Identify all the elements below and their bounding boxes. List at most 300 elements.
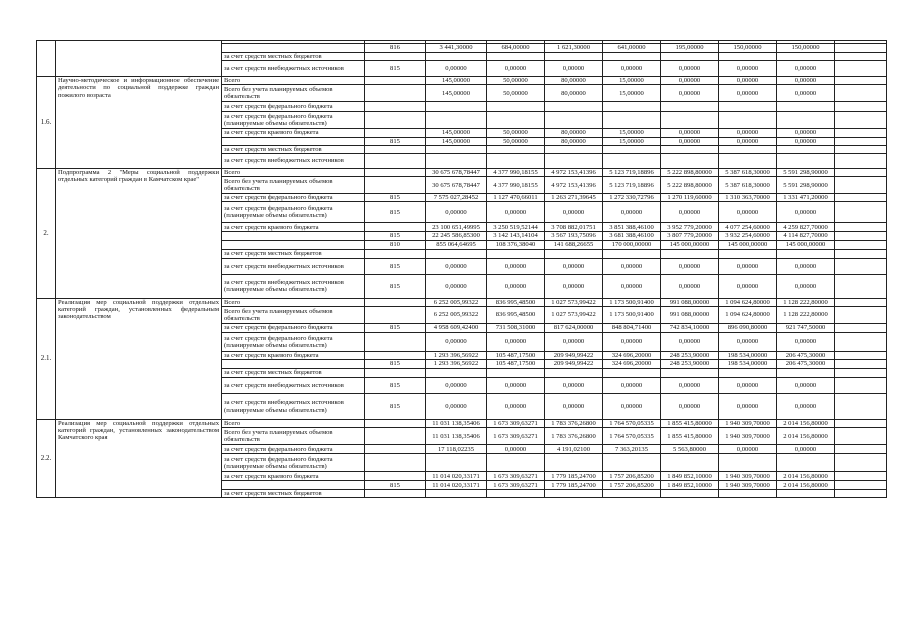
amount-cell: 0,00000 <box>661 394 719 420</box>
amount-cell: 170 000,00000 <box>603 240 661 249</box>
amount-cell: 0,00000 <box>487 258 545 274</box>
budget-code: 815 <box>365 232 426 240</box>
amount-cell: 731 508,31000 <box>487 323 545 332</box>
funding-source <box>222 481 365 490</box>
funding-source <box>222 232 365 240</box>
funding-source: за счет средств местных бюджетов <box>222 145 365 153</box>
amount-cell: 5 387 618,30000 <box>719 177 777 194</box>
budget-code: 815 <box>365 323 426 332</box>
amount-cell: 248 253,90000 <box>661 351 719 359</box>
table-row <box>37 77 887 85</box>
amount-cell: 3 807 779,20000 <box>661 232 719 240</box>
extra-cell <box>835 177 887 194</box>
budget-code <box>365 112 426 129</box>
budget-code <box>365 169 426 177</box>
amount-cell <box>487 369 545 378</box>
amount-cell: 1 764 570,05335 <box>603 420 661 428</box>
extra-cell <box>835 129 887 137</box>
amount-cell <box>545 249 603 258</box>
funding-source: за счет средств федерального бюджета <box>222 102 365 112</box>
amount-cell <box>487 112 545 129</box>
amount-cell: 80,00000 <box>545 129 603 137</box>
amount-cell: 0,00000 <box>603 274 661 298</box>
amount-cell: 206 475,30000 <box>777 351 835 359</box>
budget-code <box>365 53 426 61</box>
extra-cell <box>835 154 887 169</box>
amount-cell <box>603 145 661 153</box>
budget-code: 815 <box>365 258 426 274</box>
extra-cell <box>835 137 887 145</box>
amount-cell: 0,00000 <box>719 258 777 274</box>
amount-cell: 145,00000 <box>426 77 487 85</box>
amount-cell: 836 995,48500 <box>487 306 545 323</box>
amount-cell <box>426 490 487 498</box>
amount-cell <box>777 490 835 498</box>
section-name: Подпрограмма 2 "Меры социальной поддержки отдельных категорий граждан в Камчатском крае" <box>56 169 222 299</box>
extra-cell <box>835 306 887 323</box>
amount-cell: 0,00000 <box>545 61 603 77</box>
amount-cell <box>603 102 661 112</box>
amount-cell <box>603 249 661 258</box>
amount-cell <box>603 53 661 61</box>
amount-cell: 0,00000 <box>426 61 487 77</box>
section-number: 2. <box>37 169 56 299</box>
amount-cell: 2 014 156,80000 <box>777 472 835 481</box>
amount-cell: 0,00000 <box>661 274 719 298</box>
amount-cell: 817 624,00000 <box>545 323 603 332</box>
amount-cell <box>426 249 487 258</box>
amount-cell: 0,00000 <box>487 202 545 223</box>
budget-code <box>365 85 426 102</box>
amount-cell: 1 270 119,60000 <box>661 194 719 202</box>
amount-cell: 206 475,30000 <box>777 360 835 369</box>
amount-cell: 1 757 206,85200 <box>603 472 661 481</box>
amount-cell: 324 696,20000 <box>603 351 661 359</box>
amount-cell: 30 675 678,78447 <box>426 177 487 194</box>
amount-cell <box>661 112 719 129</box>
amount-cell <box>487 154 545 169</box>
funding-source: за счет средств краевого бюджета <box>222 223 365 232</box>
amount-cell: 1 779 185,24700 <box>545 481 603 490</box>
extra-cell <box>835 490 887 498</box>
extra-cell <box>835 481 887 490</box>
amount-cell: 1 940 309,70000 <box>719 481 777 490</box>
amount-cell: 0,00000 <box>426 378 487 394</box>
amount-cell: 1 128 222,80000 <box>777 306 835 323</box>
amount-cell <box>719 490 777 498</box>
amount-cell: 5 591 298,90000 <box>777 169 835 177</box>
amount-cell: 3 567 193,75096 <box>545 232 603 240</box>
budget-code: 815 <box>365 360 426 369</box>
extra-cell <box>835 378 887 394</box>
amount-cell: 0,00000 <box>719 202 777 223</box>
amount-cell: 641,00000 <box>603 44 661 53</box>
amount-cell <box>487 490 545 498</box>
amount-cell: 145 000,00000 <box>719 240 777 249</box>
amount-cell <box>426 102 487 112</box>
amount-cell: 0,00000 <box>719 332 777 351</box>
amount-cell <box>719 112 777 129</box>
extra-cell <box>835 169 887 177</box>
funding-source: Всего без учета планируемых объемов обязательств <box>222 306 365 323</box>
table-row <box>37 420 887 428</box>
budget-code <box>365 428 426 445</box>
funding-source: за счет средств внебюджетных источников (планируемые объемы обязательств) <box>222 274 365 298</box>
amount-cell <box>603 369 661 378</box>
budget-code <box>365 154 426 169</box>
amount-cell: 855 064,64695 <box>426 240 487 249</box>
amount-cell: 1 027 573,99422 <box>545 306 603 323</box>
amount-cell <box>777 454 835 472</box>
amount-cell <box>661 249 719 258</box>
amount-cell: 1 094 624,80000 <box>719 306 777 323</box>
amount-cell: 1 940 309,70000 <box>719 428 777 445</box>
amount-cell: 11 031 138,35406 <box>426 428 487 445</box>
amount-cell: 0,00000 <box>426 394 487 420</box>
budget-code <box>365 77 426 85</box>
budget-code <box>365 129 426 137</box>
amount-cell: 0,00000 <box>426 332 487 351</box>
funding-source: за счет средств краевого бюджета <box>222 129 365 137</box>
amount-cell: 0,00000 <box>777 202 835 223</box>
amount-cell: 0,00000 <box>426 274 487 298</box>
funding-source: за счет средств местных бюджетов <box>222 369 365 378</box>
amount-cell: 3 250 519,52144 <box>487 223 545 232</box>
amount-cell: 0,00000 <box>661 258 719 274</box>
funding-source: Всего <box>222 77 365 85</box>
budget-code: 815 <box>365 394 426 420</box>
extra-cell <box>835 85 887 102</box>
amount-cell <box>777 369 835 378</box>
amount-cell: 4 377 990,18155 <box>487 177 545 194</box>
amount-cell: 0,00000 <box>777 445 835 454</box>
amount-cell: 5 591 298,90000 <box>777 177 835 194</box>
amount-cell <box>661 490 719 498</box>
amount-cell: 2 014 156,80000 <box>777 428 835 445</box>
amount-cell: 1 783 376,26800 <box>545 420 603 428</box>
amount-cell: 248 253,90000 <box>661 360 719 369</box>
section-number: 2.1. <box>37 298 56 419</box>
funding-source: за счет средств федерального бюджета <box>222 194 365 202</box>
amount-cell: 0,00000 <box>719 129 777 137</box>
extra-cell <box>835 394 887 420</box>
amount-cell: 0,00000 <box>777 85 835 102</box>
funding-source: Всего без учета планируемых объемов обязательств <box>222 428 365 445</box>
amount-cell <box>426 112 487 129</box>
budget-code: 815 <box>365 274 426 298</box>
budget-code: 815 <box>365 137 426 145</box>
funding-source: Всего <box>222 298 365 306</box>
amount-cell <box>603 154 661 169</box>
budget-code: 810 <box>365 240 426 249</box>
amount-cell: 0,00000 <box>487 378 545 394</box>
amount-cell: 145 000,00000 <box>661 240 719 249</box>
budget-code <box>365 472 426 481</box>
amount-cell: 0,00000 <box>777 394 835 420</box>
amount-cell: 1 940 309,70000 <box>719 420 777 428</box>
extra-cell <box>835 351 887 359</box>
amount-cell: 6 252 005,99322 <box>426 298 487 306</box>
amount-cell <box>426 53 487 61</box>
amount-cell: 1 272 330,72796 <box>603 194 661 202</box>
budget-code: 815 <box>365 202 426 223</box>
amount-cell: 836 995,48500 <box>487 298 545 306</box>
extra-cell <box>835 240 887 249</box>
amount-cell: 684,00000 <box>487 44 545 53</box>
amount-cell: 1 310 363,70000 <box>719 194 777 202</box>
amount-cell: 3 932 254,60000 <box>719 232 777 240</box>
funding-source: за счет средств федерального бюджета (планируемые объемы обязательств) <box>222 202 365 223</box>
amount-cell: 0,00000 <box>777 61 835 77</box>
funding-source: Всего без учета планируемых объемов обязательств <box>222 85 365 102</box>
funding-source: за счет средств внебюджетных источников <box>222 61 365 77</box>
extra-cell <box>835 360 887 369</box>
amount-cell: 324 696,20000 <box>603 360 661 369</box>
amount-cell: 0,00000 <box>661 129 719 137</box>
amount-cell: 0,00000 <box>719 394 777 420</box>
section-name <box>56 41 222 77</box>
budget-code <box>365 298 426 306</box>
amount-cell: 80,00000 <box>545 77 603 85</box>
section-name: Реализация мер социальной поддержки отдельных категорий граждан, установленных законодательством Камчатского края <box>56 420 222 498</box>
amount-cell: 0,00000 <box>661 77 719 85</box>
amount-cell <box>661 369 719 378</box>
amount-cell: 0,00000 <box>661 202 719 223</box>
table-row <box>37 298 887 306</box>
amount-cell <box>777 53 835 61</box>
amount-cell: 4 259 827,70000 <box>777 223 835 232</box>
budget-code <box>365 369 426 378</box>
amount-cell <box>487 249 545 258</box>
amount-cell <box>719 145 777 153</box>
amount-cell: 0,00000 <box>487 394 545 420</box>
extra-cell <box>835 202 887 223</box>
amount-cell: 141 688,26655 <box>545 240 603 249</box>
amount-cell: 3 681 388,46100 <box>603 232 661 240</box>
amount-cell: 209 949,99422 <box>545 351 603 359</box>
amount-cell: 50,00000 <box>487 85 545 102</box>
budget-code: 815 <box>365 378 426 394</box>
amount-cell: 4 077 254,60000 <box>719 223 777 232</box>
amount-cell: 80,00000 <box>545 137 603 145</box>
amount-cell <box>719 454 777 472</box>
amount-cell: 921 747,50000 <box>777 323 835 332</box>
extra-cell <box>835 445 887 454</box>
funding-source: за счет средств краевого бюджета <box>222 351 365 359</box>
amount-cell: 1 263 271,39645 <box>545 194 603 202</box>
amount-cell <box>426 369 487 378</box>
funding-source: за счет средств внебюджетных источников <box>222 378 365 394</box>
amount-cell: 991 088,00000 <box>661 306 719 323</box>
extra-cell <box>835 274 887 298</box>
amount-cell: 5 563,80000 <box>661 445 719 454</box>
amount-cell: 1 757 206,85200 <box>603 481 661 490</box>
section-name: Научно-методическое и информационное обеспечение деятельности по социальной поддержке граждан пожилого возраста <box>56 77 222 169</box>
amount-cell: 1 673 309,63271 <box>487 420 545 428</box>
extra-cell <box>835 454 887 472</box>
budget-code <box>365 420 426 428</box>
amount-cell: 991 088,00000 <box>661 298 719 306</box>
budget-code <box>365 306 426 323</box>
amount-cell <box>661 53 719 61</box>
extra-cell <box>835 323 887 332</box>
amount-cell: 4 114 827,70000 <box>777 232 835 240</box>
amount-cell: 209 949,99422 <box>545 360 603 369</box>
amount-cell: 5 387 618,30000 <box>719 169 777 177</box>
amount-cell <box>545 369 603 378</box>
extra-cell <box>835 232 887 240</box>
budget-code <box>365 145 426 153</box>
extra-cell <box>835 472 887 481</box>
amount-cell: 1 940 309,70000 <box>719 472 777 481</box>
amount-cell: 4 972 153,41396 <box>545 177 603 194</box>
table-row <box>37 169 887 177</box>
budget-code <box>365 445 426 454</box>
amount-cell <box>545 145 603 153</box>
amount-cell <box>545 53 603 61</box>
funding-source: за счет средств внебюджетных источников <box>222 258 365 274</box>
budget-code <box>365 332 426 351</box>
funding-source: за счет средств федерального бюджета (планируемые объемы обязательств) <box>222 112 365 129</box>
amount-cell: 0,00000 <box>719 61 777 77</box>
amount-cell: 0,00000 <box>777 258 835 274</box>
budget-table <box>36 40 887 498</box>
amount-cell: 2 014 156,80000 <box>777 481 835 490</box>
amount-cell <box>603 112 661 129</box>
extra-cell <box>835 61 887 77</box>
amount-cell: 11 014 020,33171 <box>426 472 487 481</box>
amount-cell: 1 849 852,10000 <box>661 472 719 481</box>
section-number <box>37 41 56 77</box>
amount-cell <box>603 454 661 472</box>
amount-cell: 1 331 471,20000 <box>777 194 835 202</box>
amount-cell: 0,00000 <box>426 202 487 223</box>
amount-cell: 0,00000 <box>777 137 835 145</box>
amount-cell <box>777 145 835 153</box>
amount-cell: 11 031 138,35406 <box>426 420 487 428</box>
amount-cell: 4 958 609,42400 <box>426 323 487 332</box>
amount-cell: 0,00000 <box>777 378 835 394</box>
funding-source: за счет средств федерального бюджета (планируемые объемы обязательств) <box>222 332 365 351</box>
amount-cell <box>777 102 835 112</box>
amount-cell: 17 118,02235 <box>426 445 487 454</box>
funding-source <box>222 240 365 249</box>
budget-table-page <box>36 40 866 498</box>
amount-cell: 15,00000 <box>603 137 661 145</box>
amount-cell: 195,00000 <box>661 44 719 53</box>
extra-cell <box>835 77 887 85</box>
amount-cell <box>777 154 835 169</box>
funding-source: за счет средств федерального бюджета <box>222 323 365 332</box>
amount-cell: 0,00000 <box>661 61 719 77</box>
amount-cell <box>545 454 603 472</box>
amount-cell: 0,00000 <box>661 378 719 394</box>
amount-cell <box>661 154 719 169</box>
extra-cell <box>835 44 887 53</box>
amount-cell: 0,00000 <box>777 274 835 298</box>
amount-cell <box>661 102 719 112</box>
amount-cell <box>487 145 545 153</box>
amount-cell: 1 293 396,56922 <box>426 351 487 359</box>
amount-cell: 0,00000 <box>487 332 545 351</box>
amount-cell: 7 575 027,28452 <box>426 194 487 202</box>
amount-cell <box>487 454 545 472</box>
funding-source: Всего <box>222 169 365 177</box>
funding-source: Всего <box>222 420 365 428</box>
budget-code <box>365 490 426 498</box>
budget-code <box>365 223 426 232</box>
budget-code: 816 <box>365 44 426 53</box>
amount-cell: 742 834,10000 <box>661 323 719 332</box>
amount-cell: 0,00000 <box>545 258 603 274</box>
amount-cell <box>426 454 487 472</box>
extra-cell <box>835 145 887 153</box>
amount-cell: 2 014 156,80000 <box>777 420 835 428</box>
amount-cell <box>661 454 719 472</box>
funding-source: за счет средств внебюджетных источников (планируемые объемы обязательств) <box>222 394 365 420</box>
extra-cell <box>835 102 887 112</box>
amount-cell <box>545 112 603 129</box>
amount-cell <box>719 154 777 169</box>
amount-cell: 0,00000 <box>603 378 661 394</box>
amount-cell: 108 376,38040 <box>487 240 545 249</box>
amount-cell: 80,00000 <box>545 85 603 102</box>
extra-cell <box>835 369 887 378</box>
amount-cell <box>719 249 777 258</box>
extra-cell <box>835 223 887 232</box>
amount-cell: 150,00000 <box>777 44 835 53</box>
amount-cell: 1 127 470,66011 <box>487 194 545 202</box>
amount-cell: 0,00000 <box>545 378 603 394</box>
budget-code <box>365 177 426 194</box>
amount-cell: 4 191,02100 <box>545 445 603 454</box>
amount-cell: 0,00000 <box>603 394 661 420</box>
amount-cell <box>426 154 487 169</box>
amount-cell: 5 222 898,80000 <box>661 177 719 194</box>
amount-cell: 0,00000 <box>603 332 661 351</box>
amount-cell: 5 123 719,18896 <box>603 169 661 177</box>
amount-cell: 1 094 624,80000 <box>719 298 777 306</box>
extra-cell <box>835 298 887 306</box>
funding-source: за счет средств федерального бюджета (планируемые объемы обязательств) <box>222 454 365 472</box>
extra-cell <box>835 420 887 428</box>
amount-cell: 198 534,00000 <box>719 360 777 369</box>
amount-cell <box>603 490 661 498</box>
amount-cell: 0,00000 <box>487 274 545 298</box>
amount-cell: 1 673 309,63271 <box>487 481 545 490</box>
funding-source: за счет средств федерального бюджета <box>222 445 365 454</box>
amount-cell <box>719 102 777 112</box>
amount-cell: 0,00000 <box>603 61 661 77</box>
amount-cell: 145,00000 <box>426 137 487 145</box>
amount-cell: 1 855 415,80000 <box>661 420 719 428</box>
amount-cell: 30 675 678,78447 <box>426 169 487 177</box>
funding-source <box>222 360 365 369</box>
amount-cell: 7 363,20135 <box>603 445 661 454</box>
amount-cell: 1 128 222,80000 <box>777 298 835 306</box>
amount-cell: 0,00000 <box>719 378 777 394</box>
amount-cell: 0,00000 <box>661 332 719 351</box>
amount-cell: 1 764 570,05335 <box>603 428 661 445</box>
amount-cell: 0,00000 <box>777 77 835 85</box>
amount-cell: 3 142 143,14104 <box>487 232 545 240</box>
amount-cell: 4 972 153,41396 <box>545 169 603 177</box>
amount-cell: 0,00000 <box>487 61 545 77</box>
amount-cell: 5 222 898,80000 <box>661 169 719 177</box>
amount-cell: 1 173 500,91400 <box>603 306 661 323</box>
amount-cell: 1 849 852,10000 <box>661 481 719 490</box>
amount-cell: 0,00000 <box>545 332 603 351</box>
